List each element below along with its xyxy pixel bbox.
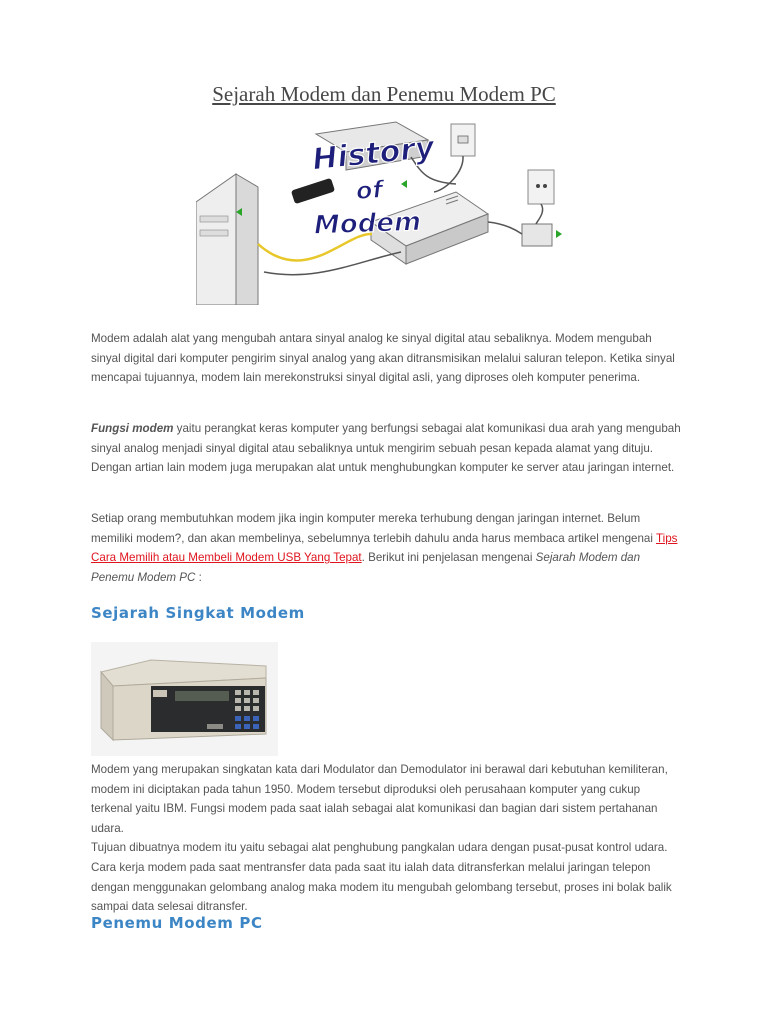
- section-heading-penemu: Penemu Modem PC: [91, 914, 263, 932]
- ibm-modem-device-image: [91, 642, 278, 756]
- fungsi-modem-text: yaitu perangkat keras komputer yang berfungsi sebagai alat komunikasi dua arah yang mengubah sinyal analog menjadi sinyal digital atau sebaliknya untuk mengirim sebuah pesan kepada alamat yang dituju. Dengan artian lain modem juga merupakan alat untuk menghubungkan komputer ke server atau jaringan internet.: [91, 422, 681, 475]
- sejarah-paragraph-2: Tujuan dibuatnya modem itu yaitu sebagai alat penghubung pangkalan udara dengan pusat-pusat kontrol udara. Cara kerja modem pada saat mentransfer data pada saat itu ialah data ditransferkan melalui jaringan telepon dengan menggunakan gelombang analog maka modem itu mengubah gelombang tersebut, proses ini bolak balik sampai data selesai ditransfer.: [91, 841, 672, 914]
- hero-word-modem: Modem: [313, 207, 422, 241]
- p3-text-middle: . Berikut ini penjelasan mengenai: [361, 551, 536, 565]
- hero-word-history: History: [310, 130, 437, 178]
- intro-paragraph-1: Modem adalah alat yang mengubah antara sinyal analog ke sinyal digital atau sebaliknya. Modem mengubah sinyal digital dari komputer pengirim sinyal analog yang akan ditransmisikan melalui saluran telepon. Ketika sinyal mencapai tujuannya, modem lain merekonstruksi sinyal digital asli, yang diproses oleh komputer penerima.: [91, 332, 675, 385]
- p3-italic-title: Sejarah Modem dan Penemu Modem PC: [91, 551, 641, 584]
- page-title: Sejarah Modem dan Penemu Modem PC: [212, 82, 556, 106]
- fungsi-modem-term: Fungsi modem: [91, 422, 174, 435]
- tips-modem-usb-link[interactable]: Tips Cara Memilih atau Membeli Modem USB Yang Tepat: [91, 531, 678, 565]
- history-of-modem-image: [196, 112, 572, 305]
- hero-word-of: of: [354, 175, 384, 206]
- p3-text-end: :: [195, 570, 202, 584]
- sejarah-paragraph-1: Modem yang merupakan singkatan kata dari Modulator dan Demodulator ini berawal dari kebutuhan kemiliteran, modem ini diciptakan pada tahun 1950. Modem tersebut diproduksi oleh perusahaan komputer yang cukup terkenal yaitu IBM. Fungsi modem pada saat ialah sebagai alat komunikasi dan bagian dari sistem pertahanan udara.: [91, 763, 668, 835]
- intro-paragraph-3: [91, 509, 681, 587]
- sejarah-section-body: [91, 760, 681, 917]
- p3-text-before: Setiap orang membutuhkan modem jika ingin komputer mereka terhubung dengan jaringan internet. Belum memiliki modem?, dan akan membelinya, sebelumnya terlebih dahulu anda harus membaca artikel mengenai: [91, 512, 656, 545]
- section-heading-sejarah: Sejarah Singkat Modem: [91, 604, 305, 622]
- intro-paragraph-2: [91, 419, 681, 478]
